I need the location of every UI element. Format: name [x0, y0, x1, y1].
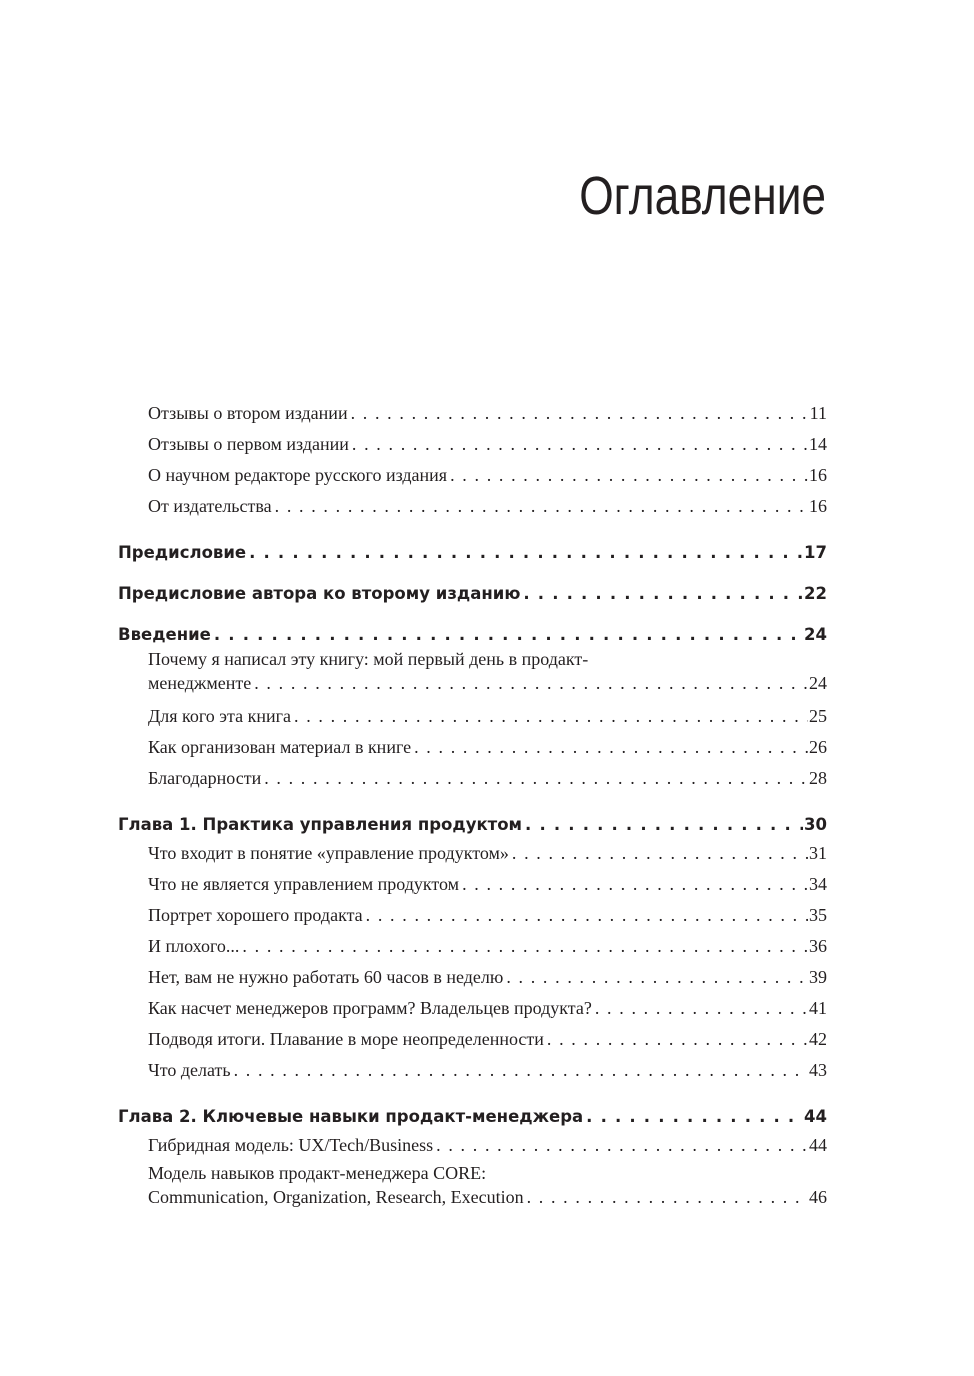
- toc-item[interactable]: [118, 732, 827, 763]
- toc-item[interactable]: [118, 900, 827, 931]
- toc-item-page: 16: [809, 496, 827, 516]
- toc-item-title: Гибридная модель: UX/Tech/Business: [148, 1135, 434, 1155]
- toc-item-page: 42: [809, 1029, 827, 1049]
- toc-leader: [234, 1055, 808, 1086]
- toc-leader: [352, 429, 808, 460]
- toc-leader: [294, 701, 808, 732]
- toc-leader: [351, 398, 809, 429]
- toc-item-page: 11: [809, 403, 827, 423]
- toc-item[interactable]: [118, 398, 827, 429]
- toc-item-page: 31: [809, 843, 827, 863]
- toc-leader: [506, 962, 808, 993]
- toc-leader: [512, 838, 808, 869]
- toc-section-page: 22: [804, 584, 827, 603]
- toc-section-page: 17: [804, 543, 827, 562]
- toc-chapter-title: Глава 1. Практика управления продуктом: [118, 815, 523, 834]
- toc-leader: [436, 1130, 808, 1161]
- toc-item-title: Что входит в понятие «управление продуктом»: [148, 843, 509, 863]
- toc-item-page: 25: [809, 706, 827, 726]
- toc-item-multiline[interactable]: [118, 1161, 827, 1215]
- toc-leader: [275, 491, 808, 522]
- toc-item-title-line1: Почему я написал эту книгу: мой первый день в продакт-: [148, 649, 589, 669]
- toc-section-title: Введение: [118, 625, 211, 644]
- toc-item-multiline[interactable]: [118, 647, 827, 701]
- toc-leader: [366, 900, 808, 931]
- toc-item-title: Как организован материал в книге: [148, 737, 412, 757]
- toc-item[interactable]: [118, 838, 827, 869]
- toc-section-title: Предисловие автора ко второму изданию: [118, 584, 521, 603]
- toc-item-page: 14: [809, 434, 827, 454]
- toc-leader: [547, 1024, 808, 1055]
- toc-item[interactable]: [118, 1130, 827, 1161]
- toc-item-page: 44: [809, 1135, 827, 1155]
- toc-item-page: 41: [809, 998, 827, 1018]
- toc-item-page: 46: [809, 1187, 827, 1207]
- toc-item-title-line2: менеджменте: [148, 673, 252, 693]
- toc-item-page: 35: [809, 905, 827, 925]
- toc-item[interactable]: [118, 993, 827, 1024]
- toc-item-page: 28: [809, 768, 827, 788]
- toc-item-page: 16: [809, 465, 827, 485]
- toc-item[interactable]: [118, 491, 827, 522]
- toc-item-title: И плохого...: [148, 936, 240, 956]
- toc-leader: [254, 671, 808, 695]
- toc-leader: [523, 573, 803, 614]
- toc-item-title: Как насчет менеджеров программ? Владельцев продукта?: [148, 998, 592, 1018]
- toc-leader: [462, 869, 808, 900]
- toc-item[interactable]: [118, 869, 827, 900]
- toc-item-title-line2: Communication, Organization, Research, Execution: [148, 1187, 524, 1207]
- toc-item-title: Что не является управлением продуктом: [148, 874, 460, 894]
- toc-leader: [249, 532, 803, 573]
- toc-item-title-line1: Модель навыков продакт-менеджера CORE:: [148, 1163, 487, 1183]
- toc-item-page: 26: [809, 737, 827, 757]
- toc-item-title: Отзывы о втором издании: [148, 403, 348, 423]
- toc-leader: [414, 732, 808, 763]
- toc-item-title: О научном редакторе русского издания: [148, 465, 448, 485]
- toc-section-title: Предисловие: [118, 543, 247, 562]
- toc-leader: [264, 763, 808, 794]
- toc-chapter-page: 30: [804, 815, 827, 834]
- toc-leader: [242, 931, 808, 962]
- toc-item[interactable]: [118, 701, 827, 732]
- toc-item[interactable]: [118, 931, 827, 962]
- toc-item-page: 36: [809, 936, 827, 956]
- toc-item-title: Для кого эта книга: [148, 706, 291, 726]
- toc-item-page: 34: [809, 874, 827, 894]
- toc-item-title: Подводя итоги. Плавание в море неопределенности: [148, 1029, 544, 1049]
- toc-item[interactable]: [118, 460, 827, 491]
- toc-leader: [595, 993, 808, 1024]
- toc-item[interactable]: [118, 1055, 827, 1086]
- toc-section-page: 24: [804, 625, 827, 644]
- toc-item-page: 39: [809, 967, 827, 987]
- toc-item-page: 24: [809, 673, 827, 693]
- toc-item-title: Отзывы о первом издании: [148, 434, 349, 454]
- toc-item-title: Портрет хорошего продакта: [148, 905, 363, 925]
- toc-item-title: Нет, вам не нужно работать 60 часов в неделю: [148, 967, 504, 987]
- toc-item-page: 43: [809, 1060, 827, 1080]
- toc-item[interactable]: [118, 962, 827, 993]
- toc-item-title: Что делать: [148, 1060, 231, 1080]
- toc-item-title: Благодарности: [148, 768, 262, 788]
- toc-item[interactable]: [118, 763, 827, 794]
- toc-item[interactable]: [118, 1024, 827, 1055]
- toc-leader: [527, 1185, 808, 1209]
- toc-section-author-preface[interactable]: [118, 573, 827, 614]
- toc-item-title: От издательства: [148, 496, 272, 516]
- page-title: Оглавление: [579, 166, 826, 226]
- toc-item[interactable]: [118, 429, 827, 460]
- table-of-contents: [118, 398, 827, 1215]
- toc-chapter-page: 44: [804, 1107, 827, 1126]
- toc-leader: [450, 460, 808, 491]
- toc-chapter-title: Глава 2. Ключевые навыки продакт-менеджера: [118, 1107, 584, 1126]
- toc-section-preface[interactable]: [118, 532, 827, 573]
